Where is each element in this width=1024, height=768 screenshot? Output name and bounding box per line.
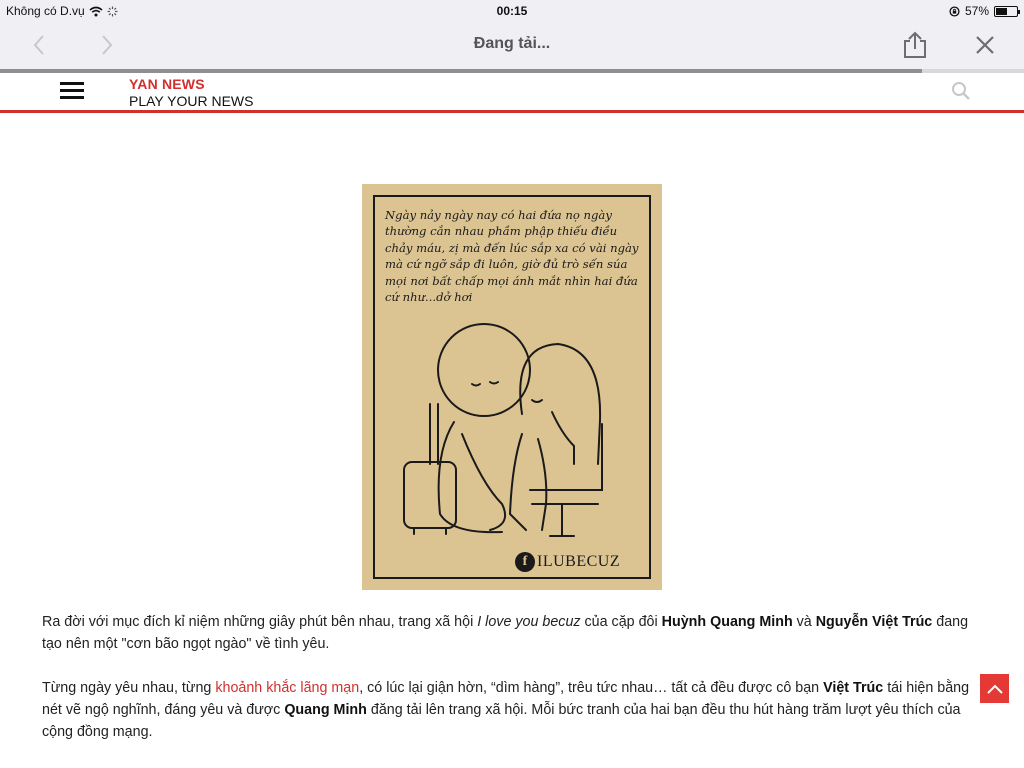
close-icon <box>975 35 995 55</box>
article-paragraph-2 <box>42 677 988 743</box>
page-loading-title: Đang tải... <box>473 35 551 52</box>
text-run: Từng ngày yêu nhau, từng <box>42 680 216 696</box>
person-name: Việt Trúc <box>823 680 884 696</box>
text-run: và <box>792 614 816 630</box>
close-button[interactable] <box>970 30 1000 60</box>
page-name: I love you becuz <box>477 614 581 630</box>
person-name: Nguyễn Việt Trúc <box>815 614 933 630</box>
battery-icon <box>994 6 1018 17</box>
search-button[interactable] <box>950 80 972 102</box>
site-tagline: PLAY YOUR NEWS <box>129 93 254 109</box>
romantic-moments-link[interactable]: khoảnh khắc lãng mạn <box>215 680 360 696</box>
status-bar <box>0 0 1024 20</box>
site-name: YAN NEWS <box>129 76 205 92</box>
illustration-credit <box>515 552 620 572</box>
text-run: của cặp đôi <box>580 614 662 630</box>
person-name: Quang Minh <box>284 702 367 718</box>
share-icon <box>902 31 928 59</box>
carrier-text: Không có D.vụ <box>6 4 85 18</box>
text-run: đang tạo nên một "cơn bão ngọt ngào" về tình yêu. <box>42 614 969 652</box>
chevron-up-icon <box>986 683 1004 695</box>
article-paragraph-1 <box>42 611 988 655</box>
battery-percent: 57% <box>964 4 989 18</box>
facebook-icon: f <box>515 552 535 572</box>
browser-toolbar <box>0 20 1024 70</box>
text-run: Ra đời với mục đích kỉ niệm những giây phút bên nhau, trang xã hội <box>42 614 478 630</box>
article-illustration <box>362 184 662 590</box>
illustration-caption: Ngày nảy ngày nay có hai đứa nọ ngày thường cắn nhau phầm phập thiếu điều chảy máu, zị mà đến lúc sắp xa có vài ngày mà cứ ngỡ sắp đi luôn, giờ đủ trò sến súa mọi nơi bất chấp mọi ánh mắt nhìn hai đứa cứ như...dở hơi <box>385 208 639 305</box>
menu-icon[interactable] <box>60 82 84 100</box>
site-logo[interactable] <box>129 76 253 109</box>
credit-text: ILUBECUZ <box>537 553 621 570</box>
share-button[interactable] <box>900 30 930 60</box>
couple-drawing <box>362 184 662 590</box>
search-icon <box>950 80 972 102</box>
text-run: đăng tải lên trang xã hội. Mỗi bức tranh của hai bạn đều thu hút hàng trăm lượt yêu thích của cộng đồng mạng. <box>42 702 961 740</box>
text-run: , có lúc lại giận hờn, “dìm hàng”, trêu tức nhau… tất cả đều được cô bạn <box>359 680 824 696</box>
site-header <box>0 73 1024 110</box>
text-run: tái hiện bằng nét vẽ ngộ nghĩnh, đáng yêu và được <box>42 680 970 718</box>
article-body <box>42 611 988 765</box>
clock: 00:15 <box>496 4 528 18</box>
person-name: Huỳnh Quang Minh <box>661 614 793 630</box>
back-to-top-button[interactable] <box>980 674 1009 703</box>
header-divider <box>0 110 1024 113</box>
orientation-lock-icon <box>949 6 960 17</box>
